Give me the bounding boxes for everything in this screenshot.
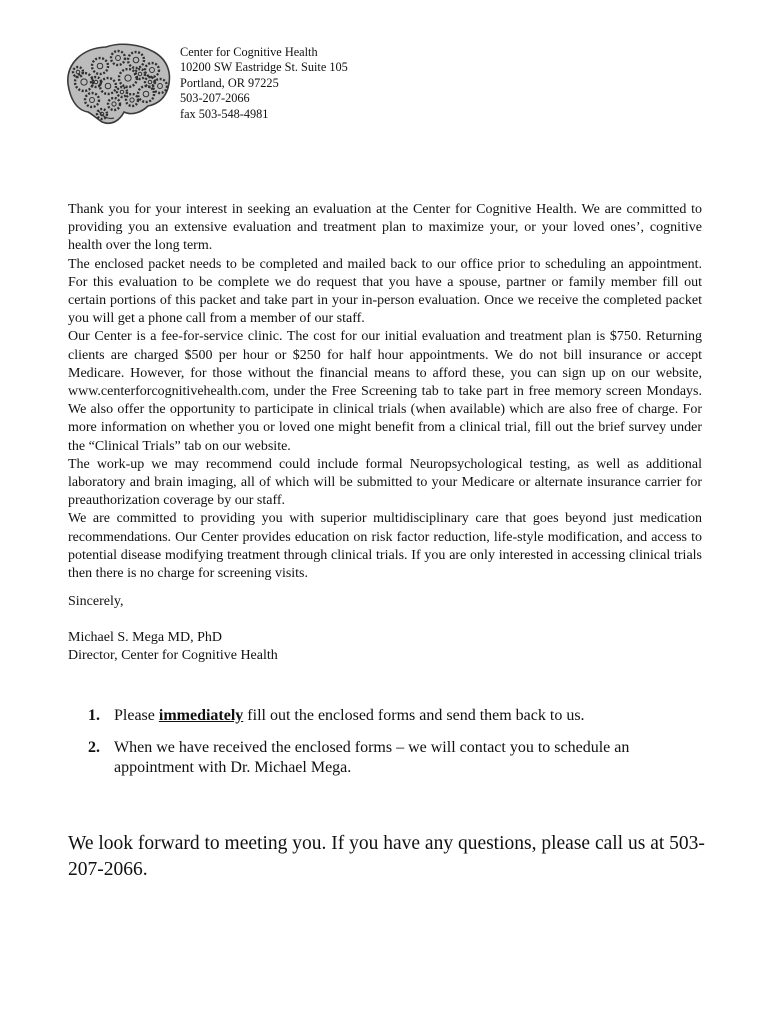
step-emphasis: immediately xyxy=(158,707,244,724)
step-number: 1 . xyxy=(88,706,100,727)
closing: Sincerely, xyxy=(68,594,124,609)
closing-invitation: We look forward to meeting you. If you have any questions, please call us at 503-207-2066. xyxy=(68,833,705,880)
step-text-start: Please xyxy=(114,707,159,724)
list-item xyxy=(88,738,698,779)
step-text: When we have received the enclosed forms – we will contact you to schedule an appointment with Dr. Michael Mega. xyxy=(114,738,630,776)
signature-block xyxy=(68,629,278,665)
signer-title: Director, Center for Cognitive Health xyxy=(68,648,278,664)
phone-number: 503-207-2066 xyxy=(180,91,250,106)
step-text-end: fill out the enclosed forms and send them back to us. xyxy=(243,707,585,724)
brain-gear-logo-icon xyxy=(62,42,174,128)
paragraph-intro: Thank you for your interest in seeking an evaluation at the Center for Cognitive Health. We are committed to providing you an extensive evaluation and treatment plan to maximize your, or your loved ones’, cognitive health over the long term. xyxy=(68,202,702,254)
letterhead-address xyxy=(180,45,348,122)
city-state-zip: Portland, OR 97225 xyxy=(180,75,279,90)
paragraph-packet: The enclosed packet needs to be completed and mailed back to our office prior to scheduling an appointment. For this evaluation to be complete we do request that you have a spouse, partner or family member fill out certain portions of this packet and take part in your in-person evaluation. Once we receive the completed packet you will get a phone call from a member of our staff. xyxy=(68,256,702,327)
step-text xyxy=(114,707,585,724)
street-address: 10200 SW Eastridge St. Suite 105 xyxy=(180,60,348,75)
step-number: 2 . xyxy=(88,738,100,759)
paragraph-care: We are committed to providing you with superior multidisciplinary care that goes beyond just medication recommendations. Our Center provides education on risk factor reduction, life-style modification, and access to potential disease modifying treatment through clinical trials. If you are only interested in accessing clinical trials then there is no charge for screening visits. xyxy=(68,511,702,582)
signer-name: Michael S. Mega MD, PhD xyxy=(68,630,222,645)
org-name: Center for Cognitive Health xyxy=(180,45,318,59)
paragraph-fees: Our Center is a fee-for-service clinic. The cost for our initial evaluation and treatment plan is $750. Returning clients are charged $500 per hour or $250 for half hour appointments. We do not bill insurance or accept Medicare. However, for those without the financial means to afford these, you can sign up on our website, www.centerforcognitivehealth.com, under the Free Screening tab to take part in free memory screen Mondays. We also offer the opportunity to participate in clinical trials (when available) which are also free of charge. For more information on whether you or loved one might benefit from a clinical trial, fill out the brief survey under the “Clinical Trials” tab on our website. xyxy=(68,329,702,454)
fax-number: fax 503-548-4981 xyxy=(180,106,269,121)
paragraph-workup: The work-up we may recommend could include formal Neuropsychological testing, as well as additional laboratory and brain imaging, all of which will be submitted to your Medicare or alternate insurance carrier for preauthorization coverage by our staff. xyxy=(68,456,702,509)
instruction-list xyxy=(88,706,698,790)
letter-body xyxy=(68,201,702,583)
list-item xyxy=(88,706,698,727)
